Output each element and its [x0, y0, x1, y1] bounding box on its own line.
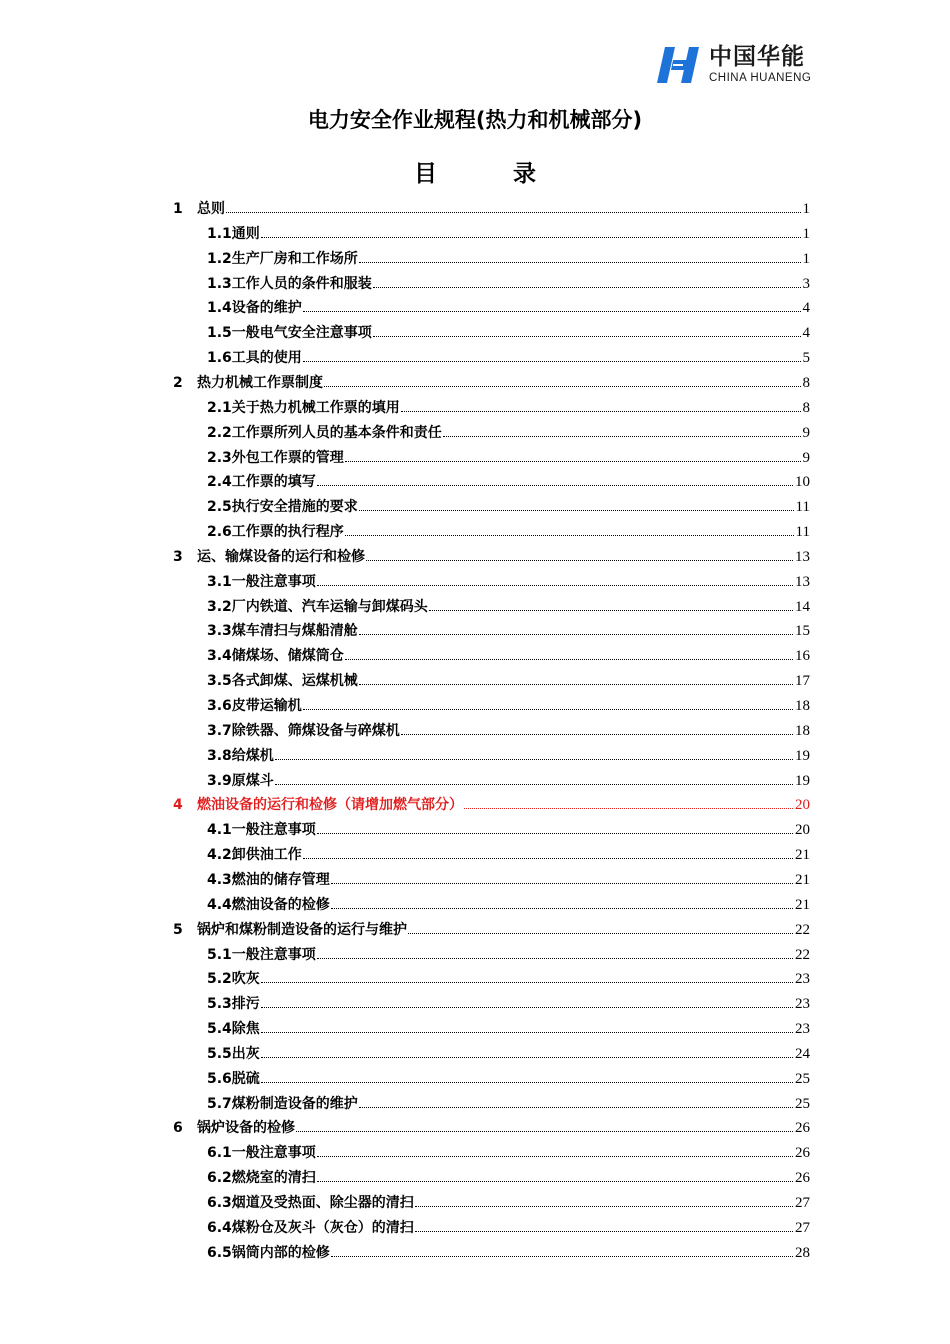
- toc-page-number: 23: [795, 971, 810, 988]
- toc-chapter-number: 1: [173, 201, 183, 217]
- toc-page-number: 15: [795, 623, 810, 640]
- toc-entry-text: 4.2卸供油工作: [207, 847, 302, 864]
- toc-page-number: 9: [802, 449, 810, 466]
- toc-heading: 目 录: [413, 161, 570, 187]
- toc-entry[interactable]: [207, 591, 810, 616]
- toc-entry-title: [207, 496, 358, 516]
- toc-page-number: 4: [802, 300, 810, 317]
- toc-entry-text: 3.8给煤机: [207, 747, 274, 764]
- toc-entry-text: 锅炉和煤粉制造设备的运行与维护: [197, 921, 407, 938]
- toc-entry-text: 1.3工作人员的条件和服装: [207, 275, 372, 292]
- toc-entry[interactable]: [207, 615, 810, 640]
- toc-dot-leader: [359, 261, 801, 263]
- toc-dot-leader: [275, 783, 793, 785]
- toc-chapter-number: 4: [173, 797, 183, 814]
- toc-entry-text: 3.1一般注意事项: [207, 573, 316, 590]
- toc-entry-text: 3.5各式卸煤、运煤机械: [207, 673, 358, 690]
- toc-entry-title: [207, 471, 316, 491]
- toc-entry-title: [207, 1167, 316, 1187]
- toc-page-number: 26: [795, 1145, 810, 1162]
- toc-dot-leader: [331, 1255, 793, 1257]
- toc-entry-title: [207, 1142, 316, 1162]
- toc-entry-text: 2.2工作票所列人员的基本条件和责任: [207, 424, 442, 441]
- toc-page-number: 18: [795, 698, 810, 714]
- toc-entry[interactable]: [173, 914, 810, 939]
- toc-entry[interactable]: [173, 789, 810, 814]
- toc-entry-text: 5.1一般注意事项: [207, 946, 316, 963]
- toc-entry[interactable]: [207, 864, 810, 889]
- toc-entry[interactable]: [207, 1187, 810, 1212]
- toc-entry-text: 5.7煤粉制造设备的维护: [207, 1095, 358, 1112]
- toc-page-number: 17: [795, 673, 810, 690]
- toc-entry-text: 锅炉设备的检修: [197, 1120, 295, 1137]
- toc-page-number: 25: [795, 1095, 810, 1112]
- toc-page-number: 10: [795, 474, 810, 491]
- toc-entry-title: [207, 322, 372, 342]
- toc-entry-text: 2.6工作票的执行程序: [207, 524, 344, 541]
- toc-entry-text: 6.5锅筒内部的检修: [207, 1244, 330, 1261]
- toc-entry-text: 6.3烟道及受热面、除尘器的清扫: [207, 1195, 414, 1211]
- toc-entry-title: [207, 521, 344, 541]
- company-logo: [655, 44, 811, 86]
- toc-entry-title: [207, 944, 316, 964]
- toc-entry-title: [173, 919, 407, 939]
- toc-entry[interactable]: [207, 516, 810, 541]
- toc-entry-title: [207, 819, 316, 839]
- toc-entry-text: 6.2燃烧室的清扫: [207, 1170, 316, 1187]
- toc-page-number: 1: [802, 201, 810, 217]
- toc-page-number: 20: [795, 822, 810, 839]
- toc-entry-text: 3.2厂内铁道、汽车运输与卸煤码头: [207, 598, 428, 615]
- toc-dot-leader: [331, 907, 793, 909]
- toc-entry-text: 1.4设备的维护: [207, 300, 302, 317]
- toc-entry-title: [173, 372, 323, 392]
- toc-entry-title: [173, 546, 365, 566]
- toc-entry-title: [207, 745, 274, 765]
- toc-page-number: 21: [795, 896, 810, 913]
- toc-dot-leader: [345, 658, 793, 660]
- toc-dot-leader: [359, 1106, 793, 1108]
- toc-entry[interactable]: [207, 317, 810, 342]
- toc-entry-text: 4.4燃油设备的检修: [207, 896, 330, 913]
- toc-page-number: 18: [795, 722, 810, 739]
- toc-page-number: 4: [802, 325, 810, 342]
- toc-entry-title: [207, 273, 372, 293]
- toc-dot-leader: [226, 211, 801, 213]
- toc-entry[interactable]: [207, 740, 810, 765]
- toc-entry-title: [207, 422, 442, 442]
- toc-page-number: 28: [795, 1244, 810, 1261]
- toc-dot-leader: [275, 758, 793, 760]
- toc-entry[interactable]: [207, 1162, 810, 1187]
- toc-entry[interactable]: [207, 342, 810, 367]
- toc-entry-text: 3.6皮带运输机: [207, 698, 302, 714]
- toc-page-number: 25: [795, 1070, 810, 1087]
- toc-dot-leader: [261, 981, 793, 983]
- toc-dot-leader: [261, 1006, 793, 1008]
- toc-entry-title: [207, 1242, 330, 1262]
- toc-entry-title: [173, 1117, 295, 1137]
- toc-entry[interactable]: [207, 1013, 810, 1038]
- toc-entry-text: 3.3煤车清扫与煤船清舱: [207, 623, 358, 640]
- logo-chinese-name: 中国华能: [709, 43, 805, 70]
- toc-entry-title: [207, 645, 344, 665]
- toc-entry-title: [207, 397, 400, 417]
- toc-chapter-number: 6: [173, 1120, 183, 1137]
- toc-page-number: 22: [795, 921, 810, 938]
- toc-entry-title: [207, 968, 260, 988]
- toc-entry[interactable]: [207, 1063, 810, 1088]
- document-title: 电力安全作业规程(热力和机械部分): [307, 108, 643, 132]
- toc-entry-title: [207, 1192, 414, 1212]
- toc-page-number: 27: [795, 1195, 810, 1211]
- toc-entry[interactable]: [207, 988, 810, 1013]
- toc-entry[interactable]: [207, 1212, 810, 1237]
- toc-entry[interactable]: [207, 292, 810, 317]
- toc-dot-leader: [345, 460, 801, 462]
- toc-dot-leader: [443, 435, 801, 437]
- toc-entry-text: 4.1一般注意事项: [207, 822, 316, 839]
- toc-entry[interactable]: [207, 640, 810, 665]
- toc-dot-leader: [373, 335, 801, 337]
- toc-entry-title: [207, 347, 302, 367]
- toc-entry-text: 2.4工作票的填写: [207, 474, 316, 491]
- toc-page-number: 19: [795, 772, 810, 789]
- toc-dot-leader: [345, 534, 794, 536]
- toc-page-number: 26: [795, 1170, 810, 1187]
- toc-chapter-number: 2: [173, 374, 183, 391]
- toc-entry-text: 燃油设备的运行和检修（请增加燃气部分）: [197, 797, 463, 814]
- toc-entry-text: 5.5出灰: [207, 1045, 260, 1062]
- toc-entry-text: 4.3燃油的储存管理: [207, 871, 330, 888]
- toc-dot-leader: [429, 609, 793, 611]
- toc-entry-title: [207, 248, 358, 268]
- toc-entry-title: [207, 1217, 414, 1237]
- toc-entry[interactable]: [207, 268, 810, 293]
- toc-page-number: 1: [802, 225, 810, 242]
- toc-page-number: 13: [795, 573, 810, 590]
- huaneng-logo-icon: [655, 45, 701, 85]
- toc-entry[interactable]: [207, 690, 810, 715]
- toc-dot-leader: [366, 559, 793, 561]
- toc-chapter-number: 5: [173, 921, 183, 938]
- toc-entry[interactable]: [207, 839, 810, 864]
- toc-entry[interactable]: [207, 1088, 810, 1113]
- toc-entry-title: [207, 993, 260, 1013]
- toc-dot-leader: [303, 857, 793, 859]
- toc-entry-title: [173, 198, 225, 218]
- toc-entry-title: [207, 1068, 260, 1088]
- toc-entry-text: 总则: [197, 201, 225, 217]
- toc-entry-title: [173, 794, 463, 814]
- toc-entry[interactable]: [207, 963, 810, 988]
- toc-entry[interactable]: [207, 392, 810, 417]
- toc-entry-text: 6.1一般注意事项: [207, 1145, 316, 1162]
- toc-entry[interactable]: [207, 1237, 810, 1262]
- toc-page-number: 26: [795, 1120, 810, 1137]
- toc-dot-leader: [359, 683, 793, 685]
- toc-entry[interactable]: [207, 765, 810, 790]
- toc-entry[interactable]: [207, 491, 810, 516]
- toc-dot-leader: [317, 1155, 793, 1157]
- toc-entry[interactable]: [207, 939, 810, 964]
- toc-entry-title: [207, 720, 400, 740]
- toc-entry[interactable]: [207, 466, 810, 491]
- toc-entry[interactable]: [207, 1038, 810, 1063]
- toc-dot-leader: [317, 584, 793, 586]
- toc-dot-leader: [331, 882, 793, 884]
- toc-entry-text: 1.6工具的使用: [207, 350, 302, 367]
- toc-dot-leader: [261, 1056, 793, 1058]
- toc-entry-text: 1.1通则: [207, 225, 260, 242]
- toc-entry-text: 热力机械工作票制度: [197, 374, 323, 391]
- toc-entry-title: [207, 297, 302, 317]
- toc-entry-title: [207, 894, 330, 914]
- toc-page-number: 8: [802, 399, 810, 416]
- toc-page-number: 1: [802, 250, 810, 267]
- toc-entry[interactable]: [173, 1112, 810, 1137]
- toc-entry-title: [207, 770, 274, 790]
- toc-dot-leader: [324, 385, 801, 387]
- toc-dot-leader: [303, 360, 801, 362]
- toc-dot-leader: [359, 509, 794, 511]
- toc-entry-title: [207, 223, 260, 243]
- toc-dot-leader: [415, 1230, 793, 1232]
- toc-entry[interactable]: [207, 665, 810, 690]
- toc-entry-title: [207, 670, 358, 690]
- toc-entry-text: 1.2生产厂房和工作场所: [207, 250, 358, 267]
- toc-entry[interactable]: [207, 442, 810, 467]
- toc-entry-text: 3.7除铁器、筛煤设备与碎煤机: [207, 722, 400, 739]
- toc-dot-leader: [317, 484, 793, 486]
- toc-dot-leader: [317, 957, 793, 959]
- toc-dot-leader: [303, 708, 793, 710]
- toc-entry-text: 3.9原煤斗: [207, 772, 274, 789]
- toc-dot-leader: [373, 286, 801, 288]
- toc-entry-text: 5.3排污: [207, 996, 260, 1013]
- toc-entry-text: 2.5执行安全措施的要求: [207, 499, 358, 516]
- toc-entry-title: [207, 1018, 260, 1038]
- toc-page-number: 19: [795, 747, 810, 764]
- toc-entry-text: 运、输煤设备的运行和检修: [197, 548, 365, 565]
- toc-entry-text: 5.4除焦: [207, 1021, 260, 1038]
- toc-page-number: 21: [795, 847, 810, 864]
- toc-page-number: 20: [795, 797, 810, 814]
- toc-page-number: 27: [795, 1219, 810, 1236]
- toc-entry-title: [207, 596, 428, 616]
- toc-dot-leader: [408, 932, 793, 934]
- toc-page-number: 11: [795, 499, 810, 516]
- toc-chapter-number: 3: [173, 548, 183, 565]
- toc-page-number: 11: [795, 524, 810, 541]
- toc-page-number: 21: [795, 871, 810, 888]
- logo-english-name: CHINA HUANENG: [709, 71, 812, 84]
- toc-entry[interactable]: [207, 417, 810, 442]
- toc-dot-leader: [317, 832, 793, 834]
- toc-dot-leader: [317, 1180, 793, 1182]
- toc-entry-text: 3.4储煤场、储煤筒仓: [207, 648, 344, 665]
- toc-dot-leader: [261, 236, 801, 238]
- toc-page-number: 14: [795, 598, 810, 615]
- toc-entry-title: [207, 695, 302, 715]
- toc-page-number: 9: [802, 424, 810, 441]
- toc-entry-title: [207, 844, 302, 864]
- toc-page-number: 13: [795, 548, 810, 565]
- toc-entry[interactable]: [207, 1137, 810, 1162]
- toc-entry-title: [207, 571, 316, 591]
- toc-dot-leader: [401, 410, 801, 412]
- toc-entry-text: 1.5一般电气安全注意事项: [207, 325, 372, 342]
- toc-entry[interactable]: [207, 243, 810, 268]
- toc-entry-text: 2.1关于热力机械工作票的填用: [207, 399, 400, 416]
- toc-entry-text: 5.2吹灰: [207, 971, 260, 988]
- toc-page-number: 23: [795, 1021, 810, 1038]
- toc-dot-leader: [296, 1130, 793, 1132]
- toc-dot-leader: [303, 310, 801, 312]
- toc-page-number: 3: [802, 275, 810, 292]
- toc-dot-leader: [464, 807, 793, 809]
- toc-entry[interactable]: [207, 566, 810, 591]
- toc-entry[interactable]: [173, 193, 810, 218]
- toc-entry[interactable]: [207, 889, 810, 914]
- toc-dot-leader: [261, 1081, 793, 1083]
- toc-entry-title: [207, 620, 358, 640]
- toc-entry-title: [207, 869, 330, 889]
- toc-entry[interactable]: [207, 218, 810, 243]
- toc-page-number: 5: [802, 350, 810, 367]
- toc-page-number: 16: [795, 648, 810, 665]
- toc-page-number: 22: [795, 946, 810, 963]
- toc-page-number: 23: [795, 996, 810, 1013]
- toc-dot-leader: [261, 1031, 793, 1033]
- toc-page-number: 8: [802, 374, 810, 391]
- toc-entry-title: [207, 447, 344, 467]
- toc-entry[interactable]: [173, 367, 810, 392]
- toc-page-number: 24: [795, 1045, 810, 1062]
- toc-dot-leader: [359, 633, 793, 635]
- toc-entry-text: 6.4煤粉仓及灰斗（灰仓）的清扫: [207, 1219, 414, 1236]
- toc-entry[interactable]: [207, 715, 810, 740]
- toc-entry-text: 2.3外包工作票的管理: [207, 449, 344, 466]
- toc-dot-leader: [415, 1205, 793, 1207]
- toc-entry[interactable]: [207, 814, 810, 839]
- toc-entry-title: [207, 1043, 260, 1063]
- toc-entry-title: [207, 1093, 358, 1113]
- toc-entry-text: 5.6脱硫: [207, 1070, 260, 1087]
- toc-dot-leader: [401, 733, 793, 735]
- toc-entry[interactable]: [173, 541, 810, 566]
